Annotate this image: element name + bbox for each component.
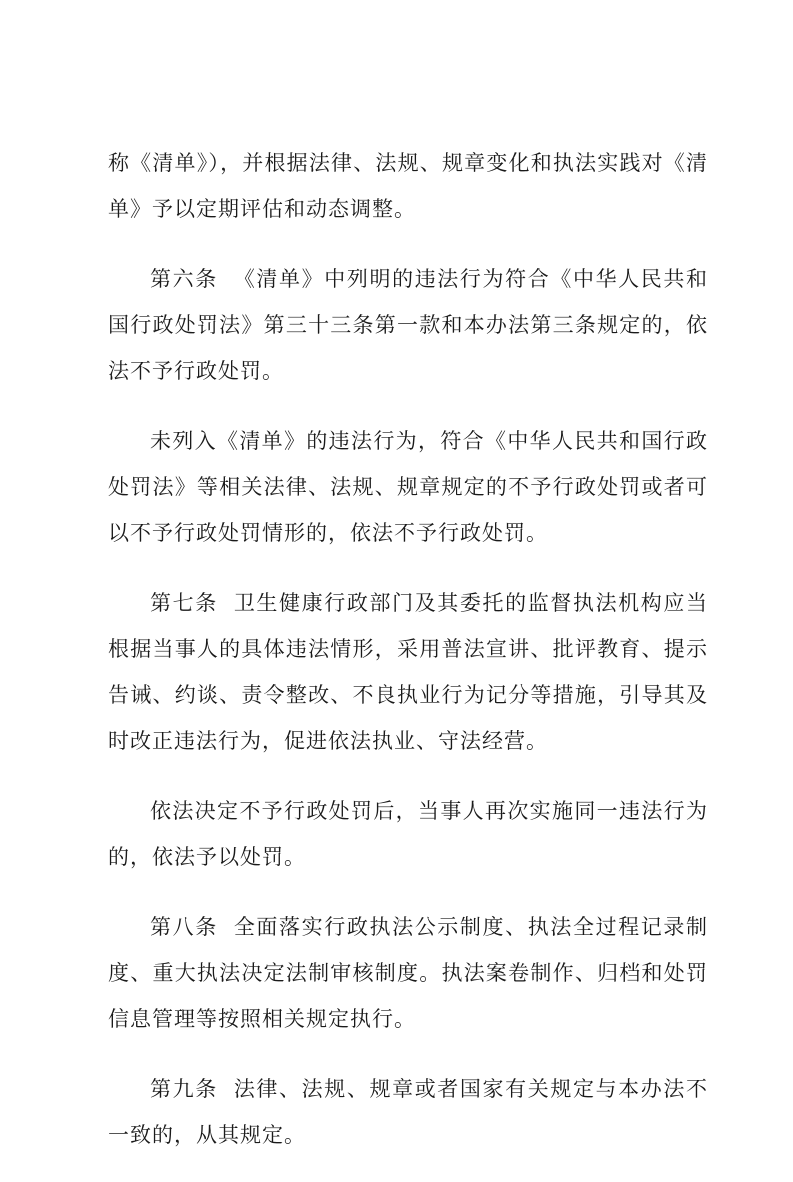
paragraph-text: 依法决定不予行政处罚后，当事人再次实施同一违法行为的，依法予以处罚。 bbox=[108, 799, 708, 869]
paragraph-continuation bbox=[108, 140, 708, 232]
article-number: 第九条 bbox=[150, 1077, 218, 1101]
paragraph-text: 法律、法规、规章或者国家有关规定与本办法不一致的，从其规定。 bbox=[108, 1077, 709, 1147]
article-7-paragraph-2 bbox=[108, 788, 708, 880]
article-8 bbox=[108, 904, 708, 1042]
paragraph-text: 未列入《清单》的违法行为，符合《中华人民共和国行政处罚法》等相关法律、法规、规章规定的不予行政处罚或者可以不予行政处罚情形的，依法不予行政处罚。 bbox=[108, 429, 708, 545]
article-number: 第七条 bbox=[150, 591, 218, 615]
paragraph-text: 称《清单》），并根据法律、法规、规章变化和执法实践对《清单》予以定期评估和动态调整。 bbox=[108, 151, 708, 221]
article-6-paragraph-2 bbox=[108, 418, 708, 556]
paragraph-text: 全面落实行政执法公示制度、执法全过程记录制度、重大执法决定法制审核制度。执法案卷制作、归档和处罚信息管理等按照相关规定执行。 bbox=[108, 915, 709, 1031]
article-6 bbox=[108, 256, 708, 394]
document-body bbox=[108, 140, 708, 1182]
article-9 bbox=[108, 1066, 708, 1158]
article-7 bbox=[108, 580, 708, 764]
paragraph-text: 卫生健康行政部门及其委托的监督执法机构应当根据当事人的具体违法情形，采用普法宣讲、批评教育、提示告诫、约谈、责令整改、不良执业行为记分等措施，引导其及时改正违法行为，促进依法执业、守法经营。 bbox=[108, 591, 709, 753]
paragraph-text: 《清单》中列明的违法行为符合《中华人民共和国行政处罚法》第三十三条第一款和本办法第三条规定的，依法不予行政处罚。 bbox=[108, 267, 709, 383]
article-number: 第八条 bbox=[150, 915, 218, 939]
article-number: 第六条 bbox=[150, 267, 218, 291]
